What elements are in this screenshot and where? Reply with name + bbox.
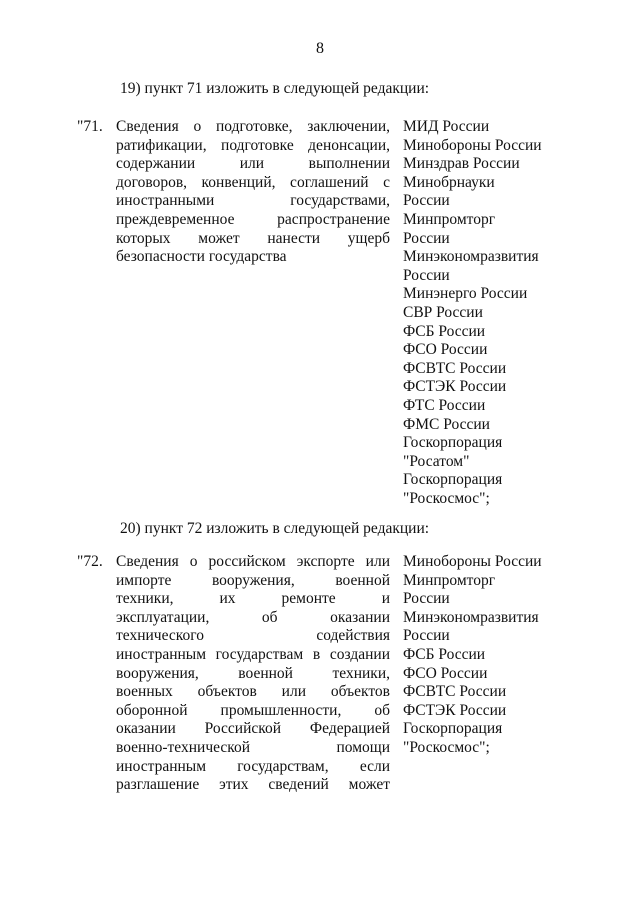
agency-item: Госкорпорация — [403, 471, 503, 489]
description-line: техники, их ремонте и — [116, 590, 390, 608]
description-line: военных объектов или объектов — [116, 683, 390, 701]
agency-item: ФСО России — [403, 664, 488, 682]
agency-item: России — [403, 590, 450, 608]
description-line: иностранным государствам, если — [116, 757, 390, 775]
responsible-agencies — [403, 118, 578, 508]
description-line: импорте вооружения, военной — [116, 571, 390, 589]
agency-item: России — [403, 229, 450, 247]
agency-item: ФМС России — [403, 415, 490, 433]
description-line: эксплуатации, об оказании — [116, 608, 390, 626]
agency-item: Госкорпорация — [403, 720, 503, 738]
agency-item: Минпромторг — [403, 210, 496, 228]
amendment-instruction-20: 20) пункт 72 изложить в следующей редакции: — [120, 520, 430, 537]
description-line: которых может нанести ущерб — [116, 229, 390, 247]
description-line: разглашение этих сведений может — [116, 776, 390, 794]
entry-description — [116, 118, 390, 267]
description-line: безопасности государства — [116, 248, 287, 266]
agency-item: Минпромторг — [403, 571, 496, 589]
description-line: содержании или выполнении — [116, 155, 390, 173]
agency-item: "Росатом" — [403, 452, 470, 470]
entry-description — [116, 553, 390, 795]
description-line: договоров, конвенций, соглашений с — [116, 173, 390, 191]
agency-item: ФТС России — [403, 396, 486, 414]
agency-item: Минобрнауки — [403, 173, 495, 191]
agency-item: ФСВТС России — [403, 359, 507, 377]
agency-item: Минэнерго России — [403, 285, 528, 303]
description-line: оказании Российской Федерацией — [116, 720, 390, 738]
agency-item: "Роскосмос"; — [403, 489, 490, 507]
agency-item: России — [403, 192, 450, 210]
agency-item: Минэкономразвития — [403, 248, 539, 266]
description-line: иностранным государствам в создании — [116, 645, 390, 663]
entry-number: "72. — [77, 553, 103, 570]
description-line: военно-технической помощи — [116, 738, 390, 756]
agency-item: Минэкономразвития — [403, 608, 539, 626]
agency-item: России — [403, 266, 450, 284]
page-number: 8 — [316, 40, 324, 57]
amendment-instruction-19: 19) пункт 71 изложить в следующей редакции: — [120, 80, 430, 97]
agency-item: "Роскосмос"; — [403, 738, 490, 756]
description-line: вооружения, военной техники, — [116, 664, 390, 682]
agency-item: России — [403, 627, 450, 645]
agency-item: МИД России — [403, 118, 490, 135]
agency-item: СВР России — [403, 303, 483, 321]
entry-number: "71. — [77, 118, 103, 135]
agency-item: Минобороны России — [403, 553, 542, 570]
agency-item: Минздрав России — [403, 155, 520, 173]
agency-item: ФСО России — [403, 341, 488, 359]
description-line: оборонной промышленности, об — [116, 701, 390, 719]
description-line: Сведения о подготовке, заключении, — [116, 118, 390, 135]
agency-item: Госкорпорация — [403, 434, 503, 452]
description-line: преждевременное распространение — [116, 210, 390, 228]
agency-item: ФСВТС России — [403, 683, 507, 701]
agency-item: Минобороны России — [403, 136, 542, 154]
description-line: иностранными государствами, — [116, 192, 390, 210]
agency-item: ФСТЭК России — [403, 378, 507, 396]
agency-item: ФСБ России — [403, 645, 486, 663]
agency-item: ФСТЭК России — [403, 701, 507, 719]
agency-item: ФСБ России — [403, 322, 486, 340]
description-line: ратификации, подготовке денонсации, — [116, 136, 390, 154]
description-line: Сведения о российском экспорте или — [116, 553, 390, 570]
description-line: технического содействия — [116, 627, 390, 645]
responsible-agencies — [403, 553, 578, 758]
